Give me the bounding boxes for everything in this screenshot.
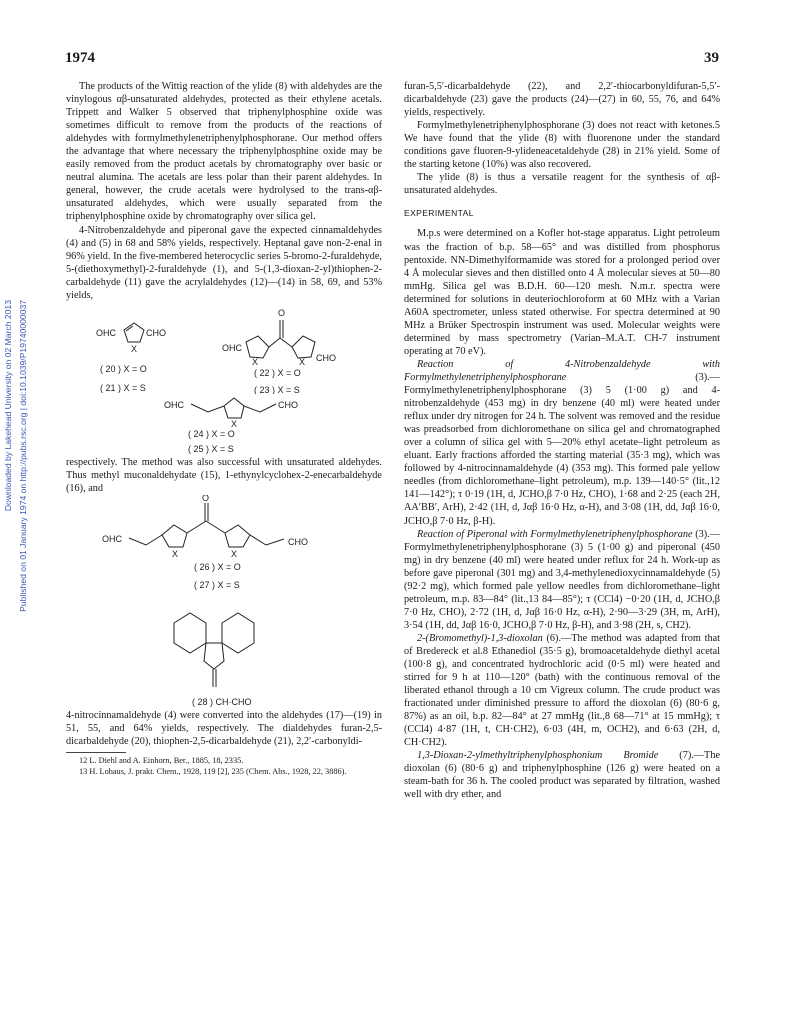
structure-group-28 (66, 607, 382, 709)
label-ohc: OHC (102, 533, 122, 544)
footnote: 12 L. Diehl and A. Einhorn, Ber., 1885, 18, 2335. (79, 756, 244, 766)
compound-label-28: ( 28 ) CH·CHO (192, 696, 252, 707)
paragraph: respectively. The method was also successful with unsaturated aldehydes. Thus methyl muconaldehydate (15), 1-ethynylcyclohex-2-enecarbaldehyde (16), and (66, 456, 382, 494)
compound-label-25: ( 25 ) X = S (188, 443, 234, 454)
footnote: 13 H. Lohaus, J. prakt. Chem., 1928, 119 [2], 235 (Chem. Abs., 1928, 22, 3886). (79, 766, 347, 776)
structure-20-23-drawing (66, 302, 382, 394)
compound-label-20: ( 20 ) X = O (100, 363, 147, 374)
label-ohc: OHC (96, 327, 116, 338)
label-cho: CHO (146, 327, 166, 338)
label-o: O (202, 494, 210, 503)
label-cho: CHO (278, 399, 298, 410)
structure-24-25-drawing (66, 394, 382, 456)
paragraph-title: 1,3-Dioxan-2-ylmethyltriphenylphosphonium Bromide (417, 750, 659, 762)
structure-group-26-27 (66, 495, 382, 607)
paragraph-title: Reaction of Piperonal with Formylmethylenetriphenylphosphorane (417, 528, 693, 540)
paragraph (404, 358, 720, 528)
paragraph-title: 2-(Bromomethyl)-1,3-dioxolan (417, 632, 543, 644)
paragraph: The ylide (8) is thus a versatile reagent for the synthesis of αβ-unsaturated aldehydes. (404, 172, 720, 197)
compound-label-27: ( 27 ) X = S (194, 579, 240, 590)
label-ohc: OHC (222, 342, 242, 353)
paragraph-body: (7).—The dioxolan (6) (80·6 g) and triphenylphosphine (126 g) were heated on a steam-bath for 36 h. The cooled product was separated by filtration, washed well with dry ether, and (404, 750, 720, 801)
structure-28-drawing (66, 607, 382, 709)
label-ohc: OHC (164, 399, 184, 410)
right-column (404, 80, 720, 802)
paragraph (404, 632, 720, 749)
paragraph: 4-nitrocinnamaldehyde (4) were converted into the aldehydes (17)—(19) in 51, 55, and 64% yields, respectively. The dialdehydes furan-2,5-dicarbaldehyde (20), thiophen-2,5-dicarbaldehyde (21), 2,2′-carbonyldi- (66, 709, 382, 748)
compound-label-23: ( 23 ) X = S (254, 384, 300, 394)
paragraph: furan-5,5′-dicarbaldehyde (22), and 2,2′-thiocarbonyldifuran-5,5′-dicarbaldehyde (23) gave the products (24)—(27) in 60, 55, 76, and 64% yields, respectively. (404, 81, 720, 119)
section-heading: EXPERIMENTAL (404, 208, 474, 219)
paragraph: M.p.s were determined on a Kofler hot-stage apparatus. Light petroleum was the fraction of b.p. 58—65° and was distilled from phosphorus pentoxide. NN-Dimethylformamide was stored for a prolonged period over 4 Å molecular sieves and then distilled onto 4 Å molecular sieves at 50—80 mmHg. Silica gel was B.D.H. 60—120 mesh. N.m.r. spectra were determined for solutions in deuteriochloroform at 60 MHz with a Varian A60A spectrometer, unless stated otherwise. For spectra determined at 90 MHz a Brüker Spectrospin instrument was used. Molecular weights were determined by mass spectrometry (Varian–M.A.T. CH-7 instrument operating at 70 eV). (404, 228, 720, 357)
label-cho: CHO (316, 352, 336, 363)
paragraph: The products of the Wittig reaction of the ylide (8) with aldehydes are the vinylogous αβ-unsaturated aldehydes, protected as their ethylene acetals. Trippett and Walker 5 observed that triphenylphosphine oxide was sometimes difficult to remove from the products of the reactions of aldehydes with formylmethylenetriphenylphosphorane. Our method offers the advantage that where necessary the triphenylphosphine oxide may be easily removed from the product acetals by chromatography over basic or neutral alumina. The acetals are less polar than their parent aldehydes. In general, however, the crude acetals were hydrolysed to the trans-αβ-unsaturated aldehydes, which were usually separated from the triphenylphosphine oxide by chromatography over silica gel. (66, 81, 382, 223)
paragraph-body: (6).—The method was adapted from that of Bredereck et al.8 Ethanediol (35·5 g), bromoacetaldehyde diethyl acetal (100·8 g), and concentrated hydrochloric acid (0·5 ml) were heated and stirred for 9 h at 110—120° (bath) with the continuous removal of the liberated ethanol through a 10 cm Vigreux column. The crude product was fractionated under diminished pressure to afford the dioxolan (6) (80·6 g, 87%) as an oil, b.p. 82—84° at 27 mmHg (lit.,8 68—71° at 15 mmHg); τ (CCl4) 4·87 (1H, t, CH·CH2), 6·03 (4H, m, OCH2), and 6·63 (2H, d, CH·CH2). (404, 632, 720, 749)
label-x: X (252, 356, 259, 367)
label-x: X (172, 548, 179, 559)
paragraph: Formylmethylenetriphenylphosphorane (3) does not react with ketones.5 We have found that the ylide (8) with fluorenone under the standard conditions gave fluoren-9-ylideneacetaldehyde (28) in 21% yield. Some of the starting ketone (10%) was also recovered. (404, 120, 720, 171)
paragraph-body: (3).—Formylmethylenetriphenylphosphorane (3) 5 (1·00 g) and 4-nitrobenzaldehyde (453 mg) in dry benzene (40 ml) were heated under reflux under dry nitrogen for 24 h. The solvent was removed and the residue was preadsorbed from dichloromethane on silica gel and chromatographed over a column of silica gel with 5—20% ethyl acetate–light petroleum as eluant. Early fractions afforded the starting material (35·3 mg), which was followed by 4-nitrocinnamaldehyde (4) (353 mg). This formed pale yellow needles (from dichloromethane–light petroleum), m.p. 139—140·5° (lit.,12 141—142°); τ 0·19 (1H, d, JCHO,β 7·0 Hz, CHO), 1·68 and 2·25 (each 2H, AA′BB′, ArH), 2·42 (1H, d, Jαβ 16·0 Hz, α-H), and 3·08 (1H, dd, Jαβ 16·0, JCHO,β 7·0 Hz, β-H). (404, 371, 720, 527)
label-x: X (299, 356, 306, 367)
compound-label-26: ( 26 ) X = O (194, 561, 241, 572)
structure-group-24-25 (66, 394, 382, 456)
label-o: O (278, 307, 286, 318)
label-x: X (231, 548, 238, 559)
label-cho: CHO (288, 536, 308, 547)
left-column (66, 80, 382, 777)
paragraph-title: Reaction of 4-Nitrobenzaldehyde with Formylmethylenetriphenylphosphorane (404, 358, 720, 383)
structure-26-27-drawing (66, 495, 382, 607)
paragraph (404, 528, 720, 632)
page-number-left: 1974 (65, 50, 95, 66)
footnote-divider (66, 752, 126, 753)
paragraph: 4-Nitrobenzaldehyde and piperonal gave the expected cinnamaldehydes (4) and (5) in 68 and 58% yields, respectively. Heptanal gave non-2-enal in 96% yield. In the five-membered heterocyclic series 5-bromo-2-furaldehyde, 5-(diethoxymethyl)-2-furaldehyde (1), and 5-(1,3-dioxan-2-yl)thiophen-2-carbaldehyde (11) gave the acrylaldehydes (12)—(14) in 58, 69, and 53% yields, (66, 224, 382, 301)
structure-group-20-23 (66, 302, 382, 394)
sidebar-publication-note[interactable]: Published on 01 January 1974 on http://pubs.rsc.org | doi:10.1039/P19740000037 (18, 300, 28, 612)
paragraph (404, 749, 720, 801)
label-x: X (231, 418, 238, 429)
page-number-right: 39 (704, 50, 719, 66)
compound-label-24: ( 24 ) X = O (188, 428, 235, 439)
sidebar-download-note: Downloaded by Lakehead University on 02 March 2013 (3, 300, 13, 512)
compound-label-21: ( 21 ) X = S (100, 382, 146, 393)
paragraph-body: (3).—Formylmethylenetriphenylphosphorane (3) 5 (1·00 g) and piperonal (450 mg) in dry benzene (40 ml) were heated under reflux for 24 h. Work-up as before gave piperonal (301 mg) and 3,4-methylenedioxycinnamaldehyde (5) (92·2 mg), which formed pale yellow needles from dichloromethane–light petroleum, m.p. 83—84° (lit.,13 84—85°); τ (CCl4) −0·20 (1H, d, JCHO,β 7·0 Hz, CHO), 2·72 (1H, d, Jαβ 16·0 Hz, α-H), 2·90—3·29 (3H, m, ArH), 3·54 (1H, dd, Jαβ 16·0, JCHO,β 7·0 Hz, β-H), and 3·98 (2H, s, CH2). (404, 528, 721, 631)
label-x: X (131, 343, 138, 354)
compound-label-22: ( 22 ) X = O (254, 367, 301, 378)
